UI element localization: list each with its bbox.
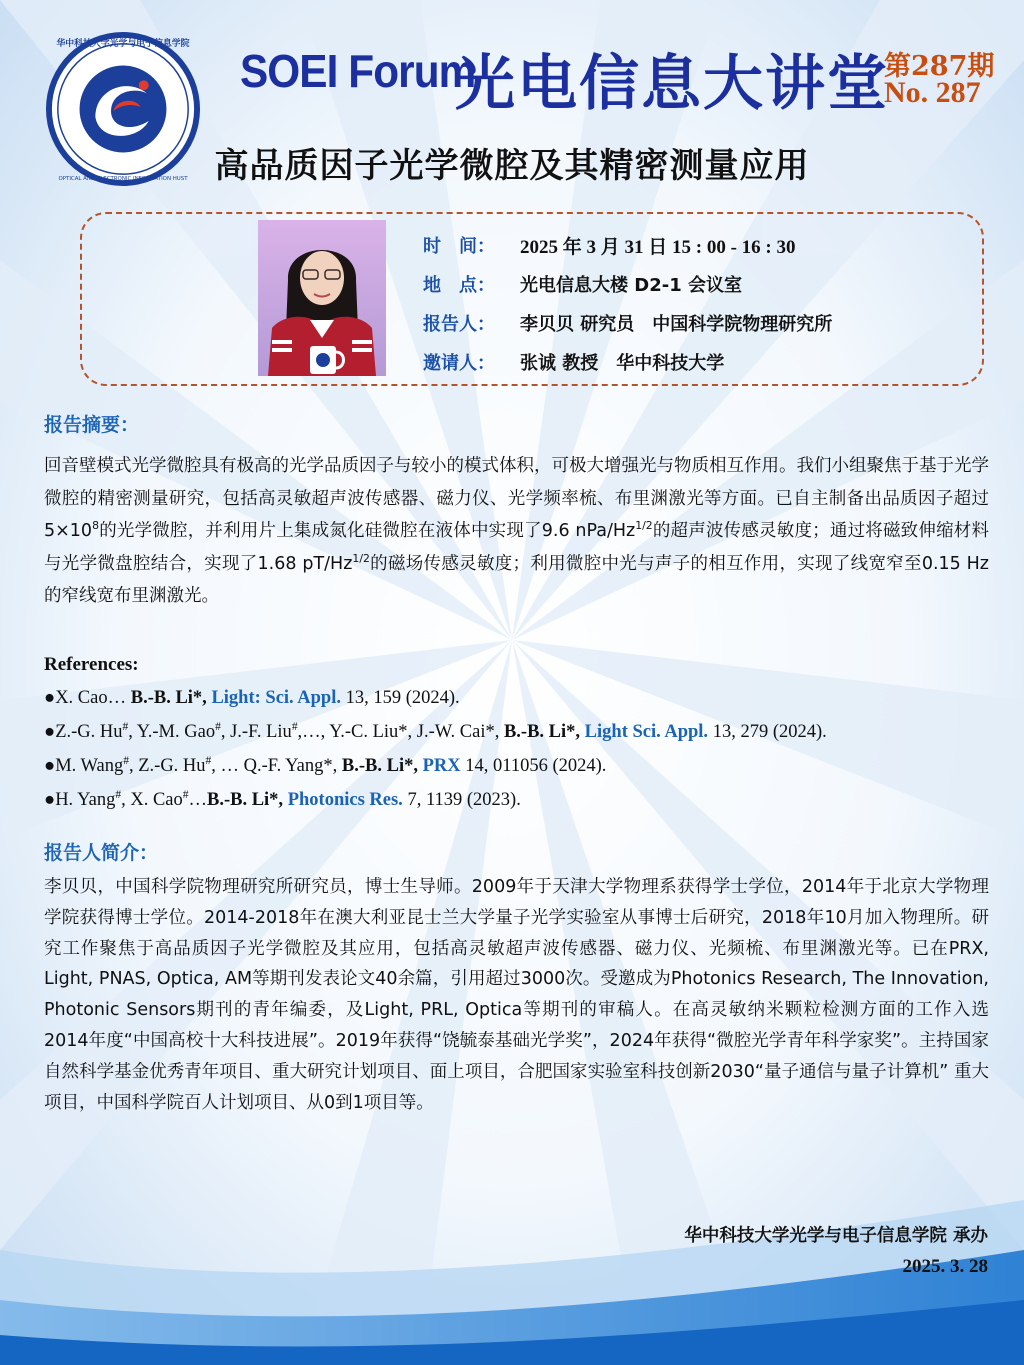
organizer: 华中科技大学光学与电子信息学院 承办 (684, 1226, 988, 1246)
place-value: 光电信息大楼 D2-1 会议室 (520, 275, 742, 296)
time-value: 2025 年 3 月 31 日 15 : 00 - 16 : 30 (520, 237, 796, 258)
release-date: 2025. 3. 28 (902, 1256, 988, 1277)
bio-heading: 报告人简介： (44, 842, 159, 864)
time-label: 时 间： (423, 236, 495, 257)
issue-number-en: No. 287 (884, 76, 981, 109)
reference-3: ●M. Wang#, Z.-G. Hu#, … Q.-F. Yang*, B.-B. Li*, PRX 14, 011056 (2024). (44, 754, 607, 776)
place-label: 地 点： (423, 275, 495, 296)
issue-number-cn: 第287期 (884, 51, 995, 82)
abstract-text: 回音壁模式光学微腔具有极高的光学品质因子与较小的模式体积，可极大增强光与物质相互作用。我们小组聚焦于基于光学微腔的精密测量研究，包括高灵敏超声波传感器、磁力仪、光学频率梳、布里渊激光等方面。已自主制备出品质因子超过$5\times 10^8$的光学微腔，并利用片上集成氮化硅微腔在液体中实现了9.6 nPa/$Hz^{1/2}$的超声波传感灵敏度；通过将磁致伸缩材料与光学微盘腔结合，实现了1.68 $pT/Hz^{1/2}$的磁场传感灵敏度；利用微腔中光与声子的相互作用，实现了线宽窄至0.15 Hz的窄线宽布里渊激光。 (44, 456, 989, 606)
reference-4: ●H. Yang#, X. Cao#…B.-B. Li*, Photonics Res. 7, 1139 (2023). (44, 788, 521, 810)
journal-link[interactable]: Light Sci. Appl. (584, 722, 709, 742)
host-label: 邀请人： (423, 353, 495, 374)
host-value: 张诚 教授 华中科技大学 (520, 353, 725, 374)
svg-text:华中科技大学光学与电子信息学院: 华中科技大学光学与电子信息学院 (56, 38, 190, 49)
speaker-value: 李贝贝 研究员 中国科学院物理研究所 (520, 314, 833, 335)
speaker-photo (258, 220, 386, 376)
talk-title: 高品质因子光学微腔及其精密测量应用 (214, 146, 810, 186)
reference-1: ●X. Cao… B.-B. Li*, Light: Sci. Appl. 13, 159 (2024). (44, 688, 460, 708)
abstract-heading: 报告摘要： (44, 414, 140, 436)
forum-chinese-title: 光电信息大讲堂 (455, 49, 889, 119)
references-heading: References: (44, 654, 139, 675)
journal-link[interactable]: Photonics Res. (287, 790, 403, 810)
journal-link[interactable]: Light: Sci. Appl. (211, 688, 341, 708)
journal-link[interactable]: PRX (422, 756, 461, 776)
svg-text:OPTICAL AND ELECTRONIC INFORMA: OPTICAL AND ELECTRONIC INFORMATION HUST (58, 176, 188, 183)
bio-text: 李贝贝，中国科学院物理研究所研究员，博士生导师。2009年于天津大学物理系获得学士学位，2014年于北京大学物理学院获得博士学位。2014-2018年在澳大利亚昆士兰大学量子光学实验室从事博士后研究，2018年10月加入物理所。研究工作聚焦于高品质因子光学微腔及其应用，包括高灵敏超声波传感器、磁力仪、光频梳、布里渊激光等。已在PRX, Light, PNAS, Optica, AM等期刊发表论文40余篇，引用超过3000次。受邀成为Photonics Research, The Innovation, Photonic Sensors期刊的青年编委，及Light, PRL, Optica等期刊的审稿人。在高灵敏纳米颗粒检测方面的工作入选2014年度“中国高校十大科技进展”。2019年获得“饶毓泰基础光学奖”，2024年获得“微腔光学青年科学家奖”。主持国家自然科学基金优秀青年项目、重大研究计划项目、面上项目，合肥国家实验室科技创新2030“量子通信与量子计算机” 重大项目，中国科学院百人计划项目、从0到1项目等。 (44, 877, 989, 1113)
reference-2: ●Z.-G. Hu#, Y.-M. Gao#, J.-F. Liu#,…, Y.-C. Liu*, J.-W. Cai*, B.-B. Li*, Light Sci. Appl. 13, 279 (2024). (44, 720, 827, 742)
speaker-label: 报告人： (423, 314, 495, 335)
forum-name: SOEI Forum (240, 45, 476, 97)
